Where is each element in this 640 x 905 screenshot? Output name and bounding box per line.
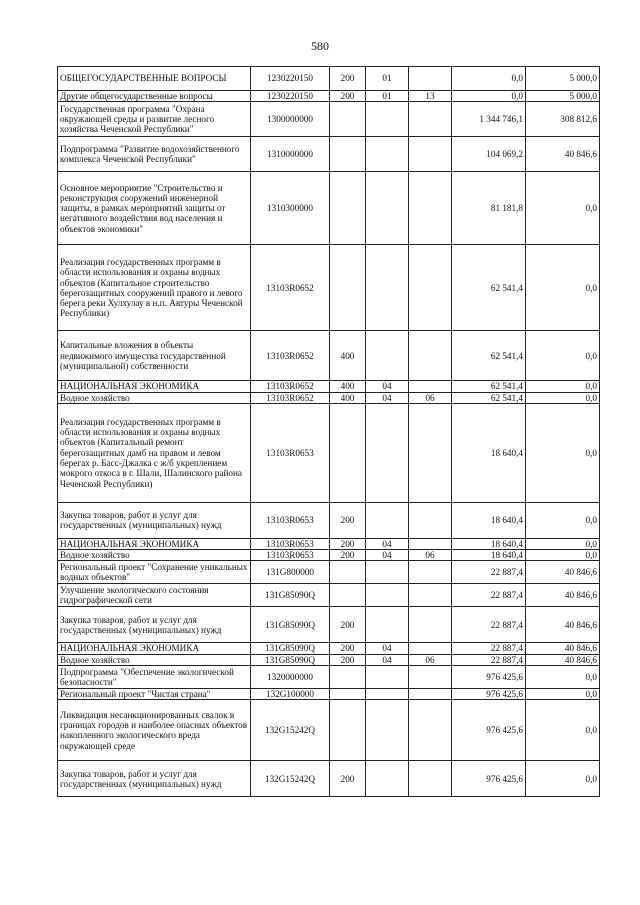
- row-amount-1-cell: 18 640,4: [452, 538, 526, 549]
- table-row: [58, 245, 600, 331]
- row-name-cell: Водное хозяйство: [58, 392, 251, 403]
- row-subsection-cell: [409, 381, 452, 392]
- row-type-cell: [330, 689, 366, 700]
- row-name-cell: Подпрограмма "Развитие водохозяйственного комплекса Чеченской Республики": [58, 137, 251, 172]
- row-amount-1-cell: 976 425,6: [452, 666, 526, 689]
- row-amount-2-cell: 0,0: [526, 538, 600, 549]
- table-row: [58, 654, 600, 665]
- row-code-cell: 13103R0652: [251, 392, 330, 403]
- row-section-cell: 01: [366, 67, 409, 91]
- row-amount-2-cell: 0,0: [526, 689, 600, 700]
- row-type-cell: 200: [330, 643, 366, 654]
- row-type-cell: 200: [330, 761, 366, 797]
- table-row: [58, 403, 600, 502]
- row-subsection-cell: [409, 172, 452, 245]
- row-amount-2-cell: 0,0: [526, 761, 600, 797]
- table-row: [58, 102, 600, 137]
- budget-table: [57, 66, 600, 797]
- row-section-cell: [366, 137, 409, 172]
- row-name-cell: Реализация государственных программ в области использования и охраны водных объектов (Капитальный ремонт берегозащитных дамб на правом и левом берегах р. Басс-Джалка с ж/б укреплением мокрого откоса в г. Шали, Шалинского района Чеченской Республики): [58, 403, 251, 502]
- row-name-cell: Капитальные вложения в объекты недвижимого имущества государственной (муниципальной) собственности: [58, 331, 251, 381]
- row-subsection-cell: [409, 584, 452, 607]
- row-amount-2-cell: 40 846,6: [526, 584, 600, 607]
- row-name-cell: НАЦИОНАЛЬНАЯ ЭКОНОМИКА: [58, 381, 251, 392]
- row-name-cell: Закупка товаров, работ и услуг для государственных (муниципальных) нужд: [58, 607, 251, 643]
- row-amount-2-cell: 0,0: [526, 172, 600, 245]
- row-section-cell: 04: [366, 381, 409, 392]
- row-section-cell: [366, 102, 409, 137]
- row-code-cell: 13103R0652: [251, 331, 330, 381]
- row-amount-1-cell: 18 640,4: [452, 403, 526, 502]
- row-name-cell: Основное мероприятие "Строительство и реконструкция сооружений инженерной защиты, в рамках мероприятий защиты от негативного воздействия вод населения и объектов экономики": [58, 172, 251, 245]
- row-type-cell: [330, 584, 366, 607]
- row-amount-2-cell: 0,0: [526, 392, 600, 403]
- row-name-cell: Закупка товаров, работ и услуг для государственных (муниципальных) нужд: [58, 502, 251, 538]
- row-amount-2-cell: 0,0: [526, 381, 600, 392]
- table-body: [58, 67, 600, 797]
- table-row: [58, 172, 600, 245]
- row-amount-2-cell: 0,0: [526, 700, 600, 761]
- row-amount-2-cell: 0,0: [526, 245, 600, 331]
- table-row: [58, 331, 600, 381]
- row-section-cell: 04: [366, 538, 409, 549]
- row-amount-1-cell: 62 541,4: [452, 331, 526, 381]
- table-row: [58, 584, 600, 607]
- table-row: [58, 550, 600, 561]
- row-subsection-cell: [409, 67, 452, 91]
- row-subsection-cell: [409, 102, 452, 137]
- row-section-cell: [366, 607, 409, 643]
- row-subsection-cell: [409, 666, 452, 689]
- row-code-cell: 13103R0652: [251, 245, 330, 331]
- row-name-cell: Закупка товаров, работ и услуг для государственных (муниципальных) нужд: [58, 761, 251, 797]
- row-subsection-cell: [409, 761, 452, 797]
- table-row: [58, 643, 600, 654]
- row-amount-1-cell: 22 887,4: [452, 607, 526, 643]
- row-name-cell: Подпрограмма "Обеспечение экологической безопасности": [58, 666, 251, 689]
- row-section-cell: 04: [366, 392, 409, 403]
- row-type-cell: 200: [330, 550, 366, 561]
- row-name-cell: Региональный проект "Сохранение уникальных водных объектов": [58, 561, 251, 584]
- row-section-cell: [366, 502, 409, 538]
- row-amount-2-cell: 308 812,6: [526, 102, 600, 137]
- table-row: [58, 91, 600, 102]
- table-row: [58, 67, 600, 91]
- table-row: [58, 538, 600, 549]
- row-subsection-cell: [409, 331, 452, 381]
- row-subsection-cell: [409, 561, 452, 584]
- row-type-cell: [330, 561, 366, 584]
- row-section-cell: [366, 172, 409, 245]
- row-section-cell: [366, 666, 409, 689]
- row-amount-1-cell: 62 541,4: [452, 381, 526, 392]
- row-subsection-cell: [409, 643, 452, 654]
- row-type-cell: [330, 137, 366, 172]
- table-row: [58, 689, 600, 700]
- row-amount-1-cell: 22 887,4: [452, 643, 526, 654]
- row-subsection-cell: [409, 538, 452, 549]
- row-subsection-cell: [409, 689, 452, 700]
- row-section-cell: [366, 584, 409, 607]
- row-subsection-cell: [409, 700, 452, 761]
- row-amount-1-cell: 976 425,6: [452, 689, 526, 700]
- row-name-cell: Улучшение экологического состояния гидрографической сети: [58, 584, 251, 607]
- row-subsection-cell: 13: [409, 91, 452, 102]
- row-type-cell: 200: [330, 91, 366, 102]
- row-subsection-cell: [409, 137, 452, 172]
- row-code-cell: 132G15242Q: [251, 700, 330, 761]
- row-amount-1-cell: 18 640,4: [452, 502, 526, 538]
- row-amount-1-cell: 81 181,8: [452, 172, 526, 245]
- row-name-cell: Водное хозяйство: [58, 654, 251, 665]
- row-amount-1-cell: 0,0: [452, 91, 526, 102]
- row-amount-2-cell: 0,0: [526, 331, 600, 381]
- table-row: [58, 381, 600, 392]
- row-amount-1-cell: 22 887,4: [452, 584, 526, 607]
- row-code-cell: 132G100000: [251, 689, 330, 700]
- row-subsection-cell: [409, 502, 452, 538]
- table-row: [58, 607, 600, 643]
- row-section-cell: 04: [366, 550, 409, 561]
- row-section-cell: [366, 689, 409, 700]
- table-row: [58, 137, 600, 172]
- row-amount-1-cell: 976 425,6: [452, 761, 526, 797]
- row-section-cell: [366, 245, 409, 331]
- row-name-cell: Региональный проект "Чистая страна": [58, 689, 251, 700]
- row-amount-2-cell: 40 846,6: [526, 607, 600, 643]
- row-section-cell: 04: [366, 654, 409, 665]
- row-subsection-cell: 06: [409, 550, 452, 561]
- row-amount-1-cell: 22 887,4: [452, 561, 526, 584]
- row-amount-1-cell: 22 887,4: [452, 654, 526, 665]
- row-amount-1-cell: 18 640,4: [452, 550, 526, 561]
- row-amount-2-cell: 40 846,6: [526, 137, 600, 172]
- row-amount-1-cell: 976 425,6: [452, 700, 526, 761]
- row-amount-2-cell: 5 000,0: [526, 91, 600, 102]
- row-type-cell: [330, 102, 366, 137]
- row-type-cell: [330, 666, 366, 689]
- row-type-cell: [330, 245, 366, 331]
- row-name-cell: ОБЩЕГОСУДАРСТВЕННЫЕ ВОПРОСЫ: [58, 67, 251, 91]
- page-number: 580: [311, 39, 329, 53]
- row-type-cell: [330, 172, 366, 245]
- row-code-cell: 131G85090Q: [251, 654, 330, 665]
- row-name-cell: НАЦИОНАЛЬНАЯ ЭКОНОМИКА: [58, 643, 251, 654]
- row-subsection-cell: 06: [409, 654, 452, 665]
- row-section-cell: [366, 403, 409, 502]
- row-code-cell: 131G800000: [251, 561, 330, 584]
- row-name-cell: НАЦИОНАЛЬНАЯ ЭКОНОМИКА: [58, 538, 251, 549]
- row-code-cell: 132G15242Q: [251, 761, 330, 797]
- row-section-cell: [366, 700, 409, 761]
- row-section-cell: [366, 561, 409, 584]
- row-type-cell: 400: [330, 331, 366, 381]
- row-type-cell: 200: [330, 538, 366, 549]
- row-code-cell: 13103R0652: [251, 381, 330, 392]
- row-amount-2-cell: 0,0: [526, 502, 600, 538]
- row-amount-2-cell: 5 000,0: [526, 67, 600, 91]
- row-amount-2-cell: 40 846,6: [526, 654, 600, 665]
- row-code-cell: 131G85090Q: [251, 607, 330, 643]
- table-row: [58, 561, 600, 584]
- row-type-cell: 400: [330, 392, 366, 403]
- row-section-cell: [366, 761, 409, 797]
- row-name-cell: Другие общегосударственные вопросы: [58, 91, 251, 102]
- row-amount-2-cell: 40 846,6: [526, 643, 600, 654]
- row-type-cell: 200: [330, 607, 366, 643]
- row-code-cell: 131G85090Q: [251, 584, 330, 607]
- row-subsection-cell: 06: [409, 392, 452, 403]
- row-amount-2-cell: 0,0: [526, 550, 600, 561]
- row-section-cell: 01: [366, 91, 409, 102]
- row-name-cell: Водное хозяйство: [58, 550, 251, 561]
- row-subsection-cell: [409, 245, 452, 331]
- row-subsection-cell: [409, 403, 452, 502]
- row-code-cell: 13103R0653: [251, 550, 330, 561]
- row-amount-1-cell: 0,0: [452, 67, 526, 91]
- row-amount-1-cell: 1 344 746,1: [452, 102, 526, 137]
- row-code-cell: 13103R0653: [251, 502, 330, 538]
- row-code-cell: 1300000000: [251, 102, 330, 137]
- table-row: [58, 502, 600, 538]
- row-code-cell: 1310000000: [251, 137, 330, 172]
- row-amount-2-cell: 0,0: [526, 403, 600, 502]
- row-code-cell: 131G85090Q: [251, 643, 330, 654]
- row-section-cell: 04: [366, 643, 409, 654]
- row-type-cell: [330, 700, 366, 761]
- table-row: [58, 392, 600, 403]
- row-code-cell: 13103R0653: [251, 403, 330, 502]
- row-code-cell: 1310300000: [251, 172, 330, 245]
- row-subsection-cell: [409, 607, 452, 643]
- row-amount-1-cell: 104 069,2: [452, 137, 526, 172]
- row-amount-2-cell: 0,0: [526, 666, 600, 689]
- row-code-cell: 1230220150: [251, 67, 330, 91]
- row-type-cell: [330, 403, 366, 502]
- row-type-cell: 200: [330, 654, 366, 665]
- row-type-cell: 400: [330, 381, 366, 392]
- table-row: [58, 700, 600, 761]
- table-row: [58, 666, 600, 689]
- row-amount-1-cell: 62 541,4: [452, 245, 526, 331]
- row-name-cell: Реализация государственных программ в области использования и охраны водных объектов (Капитальное строительство берегозащитных сооружений правого и левого берега реки Хулхулау в н.п. Автуры Чеченской Республики): [58, 245, 251, 331]
- table-row: [58, 761, 600, 797]
- row-name-cell: Ликвидация несанкционированных свалок в границах городов и наиболее опасных объектов накопленного экологического вреда окружающей среде: [58, 700, 251, 761]
- row-name-cell: Государственная программа "Охрана окружающей среды и развитие лесного хозяйства Чеченской Республики": [58, 102, 251, 137]
- row-type-cell: 200: [330, 67, 366, 91]
- row-code-cell: 13103R0653: [251, 538, 330, 549]
- row-amount-1-cell: 62 541,4: [452, 392, 526, 403]
- row-section-cell: [366, 331, 409, 381]
- row-code-cell: 1320000000: [251, 666, 330, 689]
- row-type-cell: 200: [330, 502, 366, 538]
- row-code-cell: 1230220150: [251, 91, 330, 102]
- row-amount-2-cell: 40 846,6: [526, 561, 600, 584]
